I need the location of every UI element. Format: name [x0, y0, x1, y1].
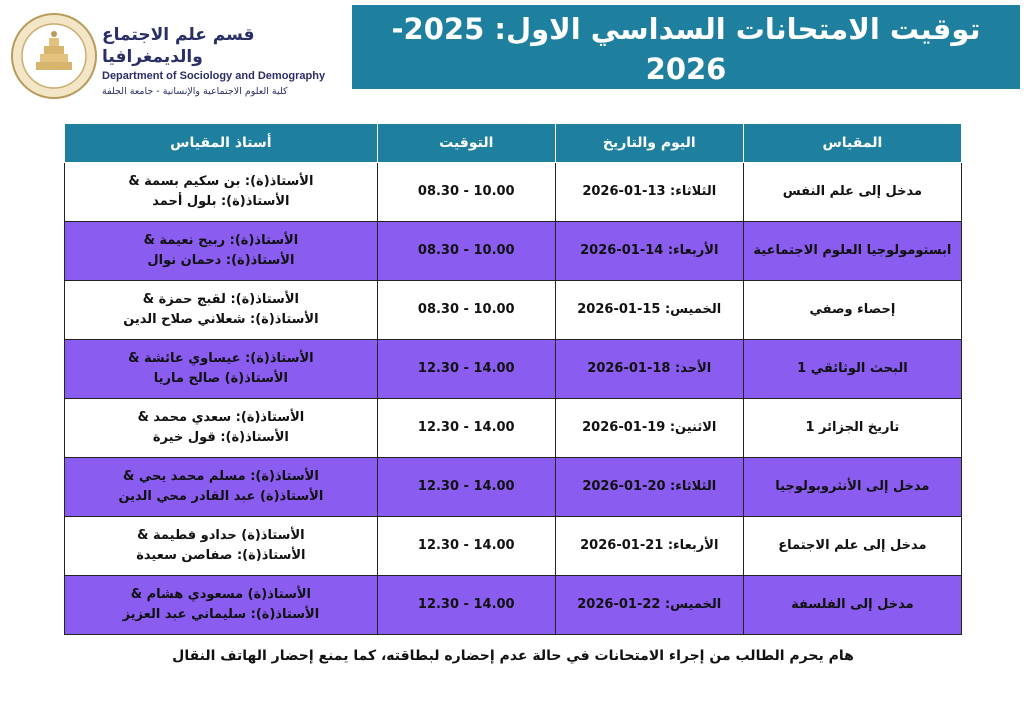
professor-line-2: الأستاذ(ة) عبد القادر محي الدين [118, 489, 324, 504]
university-seal-icon [10, 12, 98, 100]
date-cell: الثلاثاء: 13-01-2026 [555, 163, 743, 222]
professor-line-2: الأستاذ(ة): صفاصن سعيدة [136, 548, 306, 563]
faculty-name: كلية العلوم الاجتماعية والإنسانية - جامعة الجلفة [102, 86, 288, 97]
page-title: توقيت الامتحانات السداسي الاول: 2025-2026 [391, 12, 981, 86]
subject-cell: البحث الوثائقي 1 [743, 340, 961, 399]
subject-cell: مدخل إلى الأنثروبولوجيا [743, 458, 961, 517]
header-professor: أستاذ المقياس [65, 124, 378, 163]
table-row [65, 576, 962, 635]
date-cell: الأحد: 18-01-2026 [555, 340, 743, 399]
professor-cell [65, 281, 378, 340]
professor-line-2: الأستاذ(ة): شعلاني صلاح الدين [123, 312, 319, 327]
professor-line-1: الأستاذ(ة): عيساوي عائشة & [128, 351, 314, 366]
time-cell: 08.30 - 10.00 [377, 222, 555, 281]
subject-cell: ابستومولوجيا العلوم الاجتماعية [743, 222, 961, 281]
time-cell: 08.30 - 10.00 [377, 163, 555, 222]
date-cell: الثلاثاء: 20-01-2026 [555, 458, 743, 517]
professor-line-1: الأستاذ(ة): مسلم محمد يحي & [122, 469, 319, 484]
professor-cell [65, 517, 378, 576]
professor-cell [65, 340, 378, 399]
professor-line-1: الأستاذ(ة) مسعودي هشام & [130, 587, 312, 602]
page-subtitle: المستوى: سنة أولى علوم اجتماعية (L1) [409, 91, 963, 124]
subject-cell: مدخل إلى الفلسفة [743, 576, 961, 635]
time-cell: 12.30 - 14.00 [377, 340, 555, 399]
department-name-ar: قسم علم الاجتماع والديمغرافيا [102, 25, 255, 67]
subject-cell: مدخل إلى علم النفس [743, 163, 961, 222]
professor-line-1: الأستاذ(ة): لقبج حمزة & [142, 292, 299, 307]
date-cell: الأربعاء: 14-01-2026 [555, 222, 743, 281]
professor-line-2: الأستاذ(ة): دحمان نوال [147, 253, 295, 268]
important-note: هام يحرم الطالب من إجراء الامتحانات في حالة عدم إحضاره لبطاقته، كما يمنع إحضار الهاتف النقال [172, 648, 854, 664]
professor-line-1: الأستاذ(ة): سعدي محمد & [137, 410, 305, 425]
header-time: التوقيت [377, 124, 555, 163]
professor-cell [65, 576, 378, 635]
table-row [65, 281, 962, 340]
table-row [65, 517, 962, 576]
subject-cell: مدخل إلى علم الاجتماع [743, 517, 961, 576]
table-row [65, 340, 962, 399]
date-cell: الأربعاء: 21-01-2026 [555, 517, 743, 576]
department-logo [10, 12, 330, 104]
time-cell: 12.30 - 14.00 [377, 458, 555, 517]
time-cell: 12.30 - 14.00 [377, 517, 555, 576]
table-row [65, 222, 962, 281]
time-cell: 12.30 - 14.00 [377, 576, 555, 635]
date-cell: الخميس: 22-01-2026 [555, 576, 743, 635]
table-row [65, 458, 962, 517]
table-row [65, 163, 962, 222]
professor-line-2: الأستاذ(ة): بلول أحمد [152, 194, 290, 209]
professor-line-1: الأستاذ(ة): بن سكيم بسمة & [128, 174, 314, 189]
subject-cell: تاريخ الجزائر 1 [743, 399, 961, 458]
header-subject: المقياس [743, 124, 961, 163]
date-cell: الاثنين: 19-01-2026 [555, 399, 743, 458]
time-cell: 08.30 - 10.00 [377, 281, 555, 340]
professor-cell [65, 399, 378, 458]
header-date: اليوم والتاريخ [555, 124, 743, 163]
title-banner [352, 5, 1020, 124]
professor-line-1: الأستاذ(ة): ربيح نعيمة & [143, 233, 299, 248]
professor-cell [65, 458, 378, 517]
professor-cell [65, 222, 378, 281]
exam-schedule-table [64, 123, 962, 635]
subject-cell: إحصاء وصفي [743, 281, 961, 340]
date-cell: الخميس: 15-01-2026 [555, 281, 743, 340]
department-name-en: Department of Sociology and Demography [102, 70, 326, 82]
table-row [65, 399, 962, 458]
professor-line-2: الأستاذ(ة): قول خيرة [152, 430, 289, 445]
professor-line-2: الأستاذ(ة) صالح ماريا [153, 371, 289, 386]
professor-cell [65, 163, 378, 222]
professor-line-1: الأستاذ(ة) حدادو فطيمة & [137, 528, 305, 543]
time-cell: 12.30 - 14.00 [377, 399, 555, 458]
professor-line-2: الأستاذ(ة): سليماني عبد العزيز [122, 607, 320, 622]
table-header-row [65, 124, 962, 163]
